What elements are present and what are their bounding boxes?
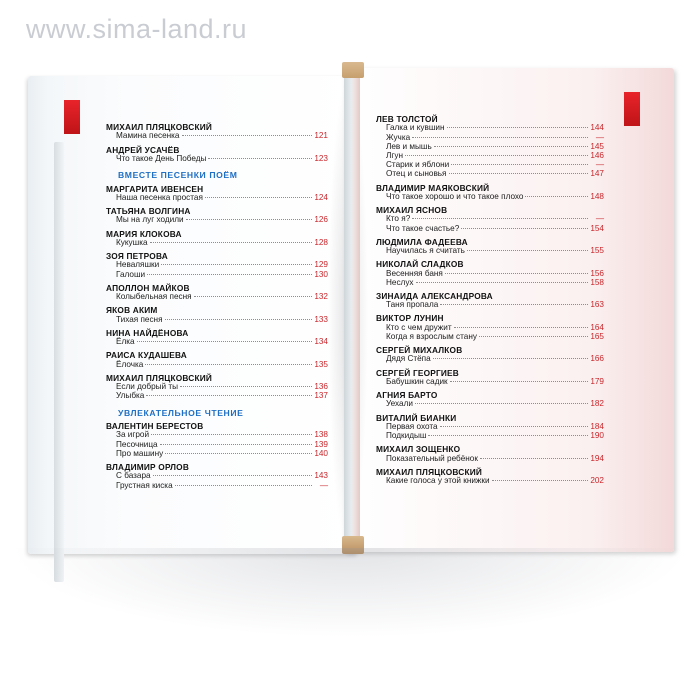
toc-column-right [376, 110, 604, 486]
toc-entry [116, 431, 328, 439]
toc-author-name: АНДРЕЙ УСАЧЁВ [106, 144, 180, 155]
toc-entry [116, 392, 328, 400]
toc-entry-title: Тихая песня [116, 314, 163, 324]
toc-entry [386, 143, 604, 151]
binding-top [342, 62, 364, 78]
toc-entry-page-number: 124 [314, 192, 328, 202]
toc-entry [386, 270, 604, 278]
toc-entry-title: Неваляшки [116, 260, 160, 270]
toc-entry-page-number: 133 [314, 314, 328, 324]
toc-entry [386, 455, 604, 463]
toc-entry [116, 271, 328, 279]
toc-leader-dots [186, 218, 312, 220]
toc-leader-dots [416, 281, 588, 283]
toc-entry-title: Подкидыш [386, 431, 427, 441]
toc-entry [386, 152, 604, 160]
toc-entry-title: Мамина песенка [116, 131, 180, 141]
toc-entry-title: Бабушкин садик [386, 376, 448, 386]
toc-author-name: МИХАИЛ ПЛЯЦКОВСКИЙ [106, 372, 213, 383]
toc-author-name: МИХАИЛ ПЛЯЦКОВСКИЙ [106, 122, 213, 132]
toc-leader-dots [205, 196, 312, 198]
toc-entry-page-number: 145 [590, 141, 604, 151]
toc-entry [386, 215, 604, 223]
toc-entry-page-number: 165 [590, 331, 604, 341]
toc-entry-title: С базара [116, 471, 151, 481]
toc-leader-dots [208, 157, 312, 159]
toc-entry [116, 155, 328, 163]
toc-entry-title: Жучка [386, 132, 411, 142]
toc-entry [116, 239, 328, 247]
toc-author-name: НИКОЛАЙ СЛАДКОВ [376, 259, 464, 270]
toc-leader-dots [145, 363, 312, 365]
toc-entry-page-number: 164 [590, 322, 604, 332]
toc-author-name: СЕРГЕЙ ГЕОРГИЕВ [376, 367, 459, 378]
toc-entry [116, 441, 328, 449]
ribbon-bookmark-left [64, 100, 80, 134]
toc-entry-title: Какие голоса у этой книжки [386, 476, 490, 486]
toc-entry-title: Что такое хорошо и что такое плохо [386, 191, 524, 201]
toc-entry [386, 170, 604, 178]
toc-leader-dots [440, 425, 588, 427]
toc-entry-title: Кукушка [116, 237, 148, 247]
toc-entry [116, 472, 328, 480]
toc-leader-dots [412, 136, 588, 138]
toc-leader-dots [415, 402, 588, 404]
toc-leader-dots [492, 479, 588, 481]
toc-author-name: ВЛАДИМИР ОРЛОВ [106, 462, 190, 472]
toc-entry-title: Первая охота [386, 421, 438, 431]
toc-entry-page-number: 147 [590, 169, 604, 179]
toc-leader-dots [165, 318, 312, 320]
toc-entry-page-number: 190 [590, 431, 604, 441]
toc-leader-dots [161, 263, 312, 265]
toc-author-name: ЗИНАИДА АЛЕКСАНДРОВА [376, 290, 493, 301]
toc-section-heading: ВМЕСТЕ ПЕСЕНКИ ПОЁМ [118, 170, 238, 180]
toc-author-name: ВИКТОР ЛУНИН [376, 313, 444, 324]
toc-entry [116, 261, 328, 269]
toc-leader-dots [165, 452, 312, 454]
toc-entry [386, 301, 604, 309]
toc-entry-page-number: 154 [590, 223, 604, 233]
toc-entry-page-number: 163 [590, 300, 604, 310]
toc-leader-dots [461, 227, 588, 229]
toc-entry-title: Улыбка [116, 391, 145, 401]
watermark-text: www.sima-land.ru [26, 14, 248, 44]
toc-entry [116, 216, 328, 224]
toc-author-name: МАРИЯ КЛОКОВА [106, 228, 182, 239]
toc-entry-page-number: 138 [314, 430, 328, 440]
toc-entry-title: Про машину [116, 448, 164, 458]
toc-author-name: АГНИЯ БАРТО [376, 390, 438, 401]
toc-entry [386, 378, 604, 386]
toc-entry-page-number: 139 [314, 439, 328, 449]
toc-leader-dots [445, 272, 588, 274]
toc-author-name: АПОЛЛОН МАЙКОВ [106, 282, 190, 293]
toc-entry-title: Неслух [386, 277, 414, 287]
toc-entry-title: Отец и сыновья [386, 169, 447, 179]
toc-entry-page-number: 134 [314, 337, 328, 347]
toc-entry-title: Весенняя баня [386, 268, 443, 278]
toc-entry-page-number: — [595, 214, 604, 224]
toc-entry [116, 361, 328, 369]
toc-leader-dots [454, 326, 588, 328]
toc-entry-page-number: 202 [590, 476, 604, 486]
toc-leader-dots [480, 457, 588, 459]
toc-entry-title: Что такое счастье? [386, 223, 460, 233]
toc-entry-title: Галоши [116, 269, 146, 279]
toc-leader-dots [479, 335, 588, 337]
toc-entry [116, 450, 328, 458]
toc-entry [116, 338, 328, 346]
toc-leader-dots [147, 273, 312, 275]
left-page-edge [54, 142, 64, 582]
toc-entry-title: Уехали [386, 399, 413, 409]
toc-entry-page-number: 129 [314, 260, 328, 270]
toc-leader-dots [412, 217, 588, 219]
toc-entry-title: Галка и кувшин [386, 123, 445, 133]
toc-entry-page-number: 128 [314, 237, 328, 247]
toc-entry-title: Лев и мышь [386, 141, 432, 151]
toc-leader-dots [405, 154, 588, 156]
surface-shadow [10, 548, 690, 638]
toc-leader-dots [151, 433, 312, 435]
toc-column-left [106, 118, 328, 491]
toc-entry [386, 279, 604, 287]
toc-entry-page-number: 136 [314, 382, 328, 392]
open-book [28, 62, 672, 562]
toc-entry-title: Лгун [386, 150, 403, 160]
toc-leader-dots [182, 134, 313, 136]
ribbon-bookmark-right [624, 92, 640, 126]
toc-entry-page-number: 126 [314, 215, 328, 225]
toc-entry [386, 225, 604, 233]
book-spine [344, 72, 360, 554]
toc-entry-page-number: 148 [590, 191, 604, 201]
toc-entry [386, 355, 604, 363]
toc-entry-title: Когда я взрослым стану [386, 331, 477, 341]
toc-leader-dots [146, 394, 312, 396]
toc-leader-dots [434, 145, 588, 147]
toc-author-name: МАРГАРИТА ИВЕНСЕН [106, 183, 204, 194]
toc-entry-title: Дядя Стёпа [386, 354, 431, 364]
toc-author-name: ВИТАЛИЙ БИАНКИ [376, 412, 457, 423]
toc-entry-page-number: 123 [314, 153, 328, 163]
toc-leader-dots [194, 295, 312, 297]
toc-entry [386, 247, 604, 255]
toc-leader-dots [451, 163, 588, 165]
toc-entry-title: Научилась я считать [386, 246, 465, 256]
toc-entry [386, 324, 604, 332]
toc-leader-dots [525, 195, 588, 197]
toc-entry [116, 482, 328, 490]
toc-entry-title: Что такое День Победы [116, 153, 207, 163]
toc-author-name: ТАТЬЯНА ВОЛГИНА [106, 206, 191, 217]
toc-entry [116, 316, 328, 324]
toc-entry-title: Ёлка [116, 337, 135, 347]
toc-leader-dots [447, 126, 588, 128]
toc-author-name: ЛЕВ ТОЛСТОЙ [376, 114, 438, 124]
toc-leader-dots [160, 443, 312, 445]
toc-entry-page-number: 121 [314, 131, 328, 141]
toc-leader-dots [440, 303, 588, 305]
toc-entry-title: За игрой [116, 430, 150, 440]
toc-entry-page-number: — [595, 160, 604, 170]
toc-leader-dots [467, 249, 588, 251]
toc-entry-title: Песочница [116, 439, 158, 449]
toc-entry-title: Старик и яблони [386, 160, 450, 170]
toc-entry-title: Колыбельная песня [116, 292, 192, 302]
toc-entry-page-number: 166 [590, 354, 604, 364]
toc-author-name: СЕРГЕЙ МИХАЛКОВ [376, 345, 463, 356]
toc-entry [116, 293, 328, 301]
toc-author-name: ЗОЯ ПЕТРОВА [106, 251, 168, 262]
toc-leader-dots [433, 357, 588, 359]
toc-entry [386, 134, 604, 142]
toc-entry [386, 423, 604, 431]
toc-entry-page-number: 144 [590, 123, 604, 133]
toc-entry-page-number: 135 [314, 359, 328, 369]
toc-leader-dots [153, 474, 312, 476]
toc-entry-page-number: 194 [590, 453, 604, 463]
toc-entry-page-number: — [319, 480, 328, 490]
toc-leader-dots [428, 434, 588, 436]
toc-leader-dots [137, 340, 312, 342]
toc-entry-page-number: 140 [314, 448, 328, 458]
toc-author-name: ВАЛЕНТИН БЕРЕСТОВ [106, 421, 204, 432]
toc-entry-title: Кто с чем дружит [386, 322, 452, 332]
toc-entry [386, 333, 604, 341]
toc-entry-page-number: 158 [590, 277, 604, 287]
toc-entry [386, 477, 604, 485]
toc-author-name: ЯКОВ АКИМ [106, 305, 158, 316]
toc-entry [386, 432, 604, 440]
toc-author-name: НИНА НАЙДЁНОВА [106, 327, 189, 338]
toc-entry [386, 193, 604, 201]
toc-entry-title: Мы на луг ходили [116, 215, 184, 225]
toc-section-heading: УВЛЕКАТЕЛЬНОЕ ЧТЕНИЕ [118, 407, 244, 418]
toc-entry-page-number: 132 [314, 292, 328, 302]
toc-entry-page-number: 179 [590, 376, 604, 386]
toc-entry-page-number: 184 [590, 421, 604, 431]
toc-entry [386, 124, 604, 132]
toc-author-name: МИХАИЛ ЗОЩЕНКО [376, 444, 461, 455]
toc-entry-page-number: 155 [590, 246, 604, 256]
toc-entry-title: Грустная киска [116, 480, 173, 490]
toc-entry-title: Таня пропала [386, 300, 439, 310]
toc-entry [386, 161, 604, 169]
toc-leader-dots [150, 241, 312, 243]
toc-entry [116, 194, 328, 202]
toc-entry-title: Показательный ребёнок [386, 453, 478, 463]
toc-entry-page-number: 156 [590, 268, 604, 278]
toc-leader-dots [180, 385, 312, 387]
toc-leader-dots [175, 484, 312, 486]
toc-entry-page-number: 182 [590, 399, 604, 409]
toc-leader-dots [450, 380, 588, 382]
toc-leader-dots [449, 172, 589, 174]
toc-entry-page-number: 143 [314, 471, 328, 481]
toc-entry [116, 132, 328, 140]
toc-entry-title: Кто я? [386, 214, 411, 224]
toc-entry [386, 400, 604, 408]
toc-entry-title: Если добрый ты [116, 382, 179, 392]
toc-author-name: МИХАИЛ ЯСНОВ [376, 205, 448, 216]
toc-entry-page-number: 130 [314, 269, 328, 279]
toc-entry-page-number: 146 [590, 150, 604, 160]
toc-entry [116, 383, 328, 391]
toc-entry-page-number: — [595, 132, 604, 142]
toc-author-name: РАИСА КУДАШЕВА [106, 350, 187, 361]
toc-author-name: ЛЮДМИЛА ФАДЕЕВА [376, 236, 468, 247]
toc-author-name: МИХАИЛ ПЛЯЦКОВСКИЙ [376, 466, 483, 477]
toc-entry-title: Наша песенка простая [116, 192, 203, 202]
toc-author-name: ВЛАДИМИР МАЯКОВСКИЙ [376, 182, 490, 193]
toc-entry-page-number: 137 [314, 391, 328, 401]
toc-entry-title: Ёлочка [116, 359, 144, 369]
